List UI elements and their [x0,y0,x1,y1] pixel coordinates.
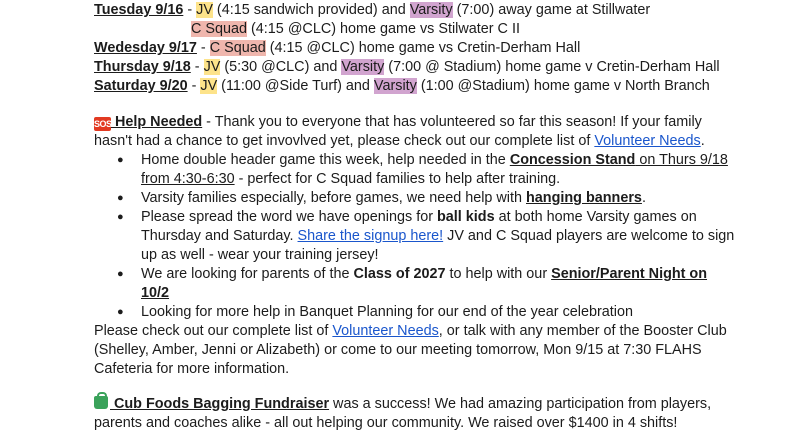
jv-highlight: JV [196,2,213,18]
csquad-highlight: C Squad [191,21,248,37]
list-item: Varsity families especially, before games, we need help with hanging banners. [141,190,646,206]
list-item-continuation: from 4:30-6:30 - perfect for C Squad families to help after training. [141,171,561,187]
volunteer-needs-link[interactable]: Volunteer Needs [332,323,439,339]
varsity-highlight: Varsity [341,59,385,75]
schedule-thursday: Thursday 9/18 - JV (5:30 @CLC) and Varsity (7:00 @ Stadium) home game v Cretin-Derham Hall [94,59,720,75]
bullet-icon: ● [117,192,124,204]
list-item: Home double header game this week, help needed in the Concession Stand on Thurs 9/18 [141,152,728,168]
volunteer-needs-link[interactable]: Volunteer Needs [594,133,701,149]
varsity-highlight: Varsity [373,78,417,94]
share-signup-link[interactable]: Share the signup here! [297,228,444,244]
bullet-icon: ● [117,306,124,318]
day-label: Wedesday 9/17 [94,40,197,56]
fundraiser-line1: Cub Foods Bagging Fundraiser was a success! We had amazing participation from players, [94,395,711,414]
help-heading: Help Needed [111,114,203,130]
shopping-bag-icon [94,396,108,409]
schedule-tuesday-csquad: C Squad (4:15 @CLC) home game vs Stilwater C II [191,21,520,37]
fundraiser-heading: Cub Foods Bagging Fundraiser [110,396,330,412]
bullet-icon: ● [117,268,124,280]
help-intro-line1: SOS Help Needed - Thank you to everyone that has volunteered so far this season! If your family [94,114,702,130]
jv-highlight: JV [203,59,221,75]
day-label: Thursday 9/18 [94,59,191,75]
varsity-highlight: Varsity [409,2,453,18]
jv-highlight: JV [200,78,218,94]
csquad-highlight: C Squad [209,40,266,56]
sos-icon: SOS [94,119,112,129]
list-item-continuation: up as well - wear your training jersey! [141,247,379,263]
help-intro-line2: hasn't had a chance to get invovlved yet, please check out our complete list of Volunteer Needs. [94,133,705,149]
help-outro-line1: Please check out our complete list of Volunteer Needs, or talk with any member of the Booster Club [94,323,727,339]
list-item: Looking for more help in Banquet Planning for our end of the year celebration [141,304,634,320]
bullet-icon: ● [117,211,124,223]
day-label: Tuesday 9/16 [94,2,184,18]
schedule-tuesday: Tuesday 9/16 - JV (4:15 sandwich provided) and Varsity (7:00) away game at Stillwater [94,2,651,18]
list-item-continuation: 10/2 [141,285,170,301]
help-outro-line3: Cafeteria for more information. [94,361,290,377]
help-outro-line2: (Shelley, Amber, Jenni or Alizabeth) or come to our meeting tomorrow, Mon 9/15 at 7:30 FLAHS [94,342,702,358]
bullet-icon: ● [117,154,124,166]
schedule-wednesday: Wedesday 9/17 - C Squad (4:15 @CLC) home game vs Cretin-Derham Hall [94,40,581,56]
day-label: Saturday 9/20 [94,78,188,94]
list-item-continuation: Thursday and Saturday. Share the signup here! JV and C Squad players are welcome to sign [141,228,735,244]
fundraiser-line2: parents and coaches alike - all out helping our community. We raised over $1400 in 4 shifts! [94,415,678,431]
list-item: We are looking for parents of the Class of 2027 to help with our Senior/Parent Night on [141,266,708,282]
list-item: Please spread the word we have openings for ball kids at both home Varsity games on [141,209,697,225]
schedule-saturday: Saturday 9/20 - JV (11:00 @Side Turf) and Varsity (1:00 @Stadium) home game v North Branch [94,78,710,94]
